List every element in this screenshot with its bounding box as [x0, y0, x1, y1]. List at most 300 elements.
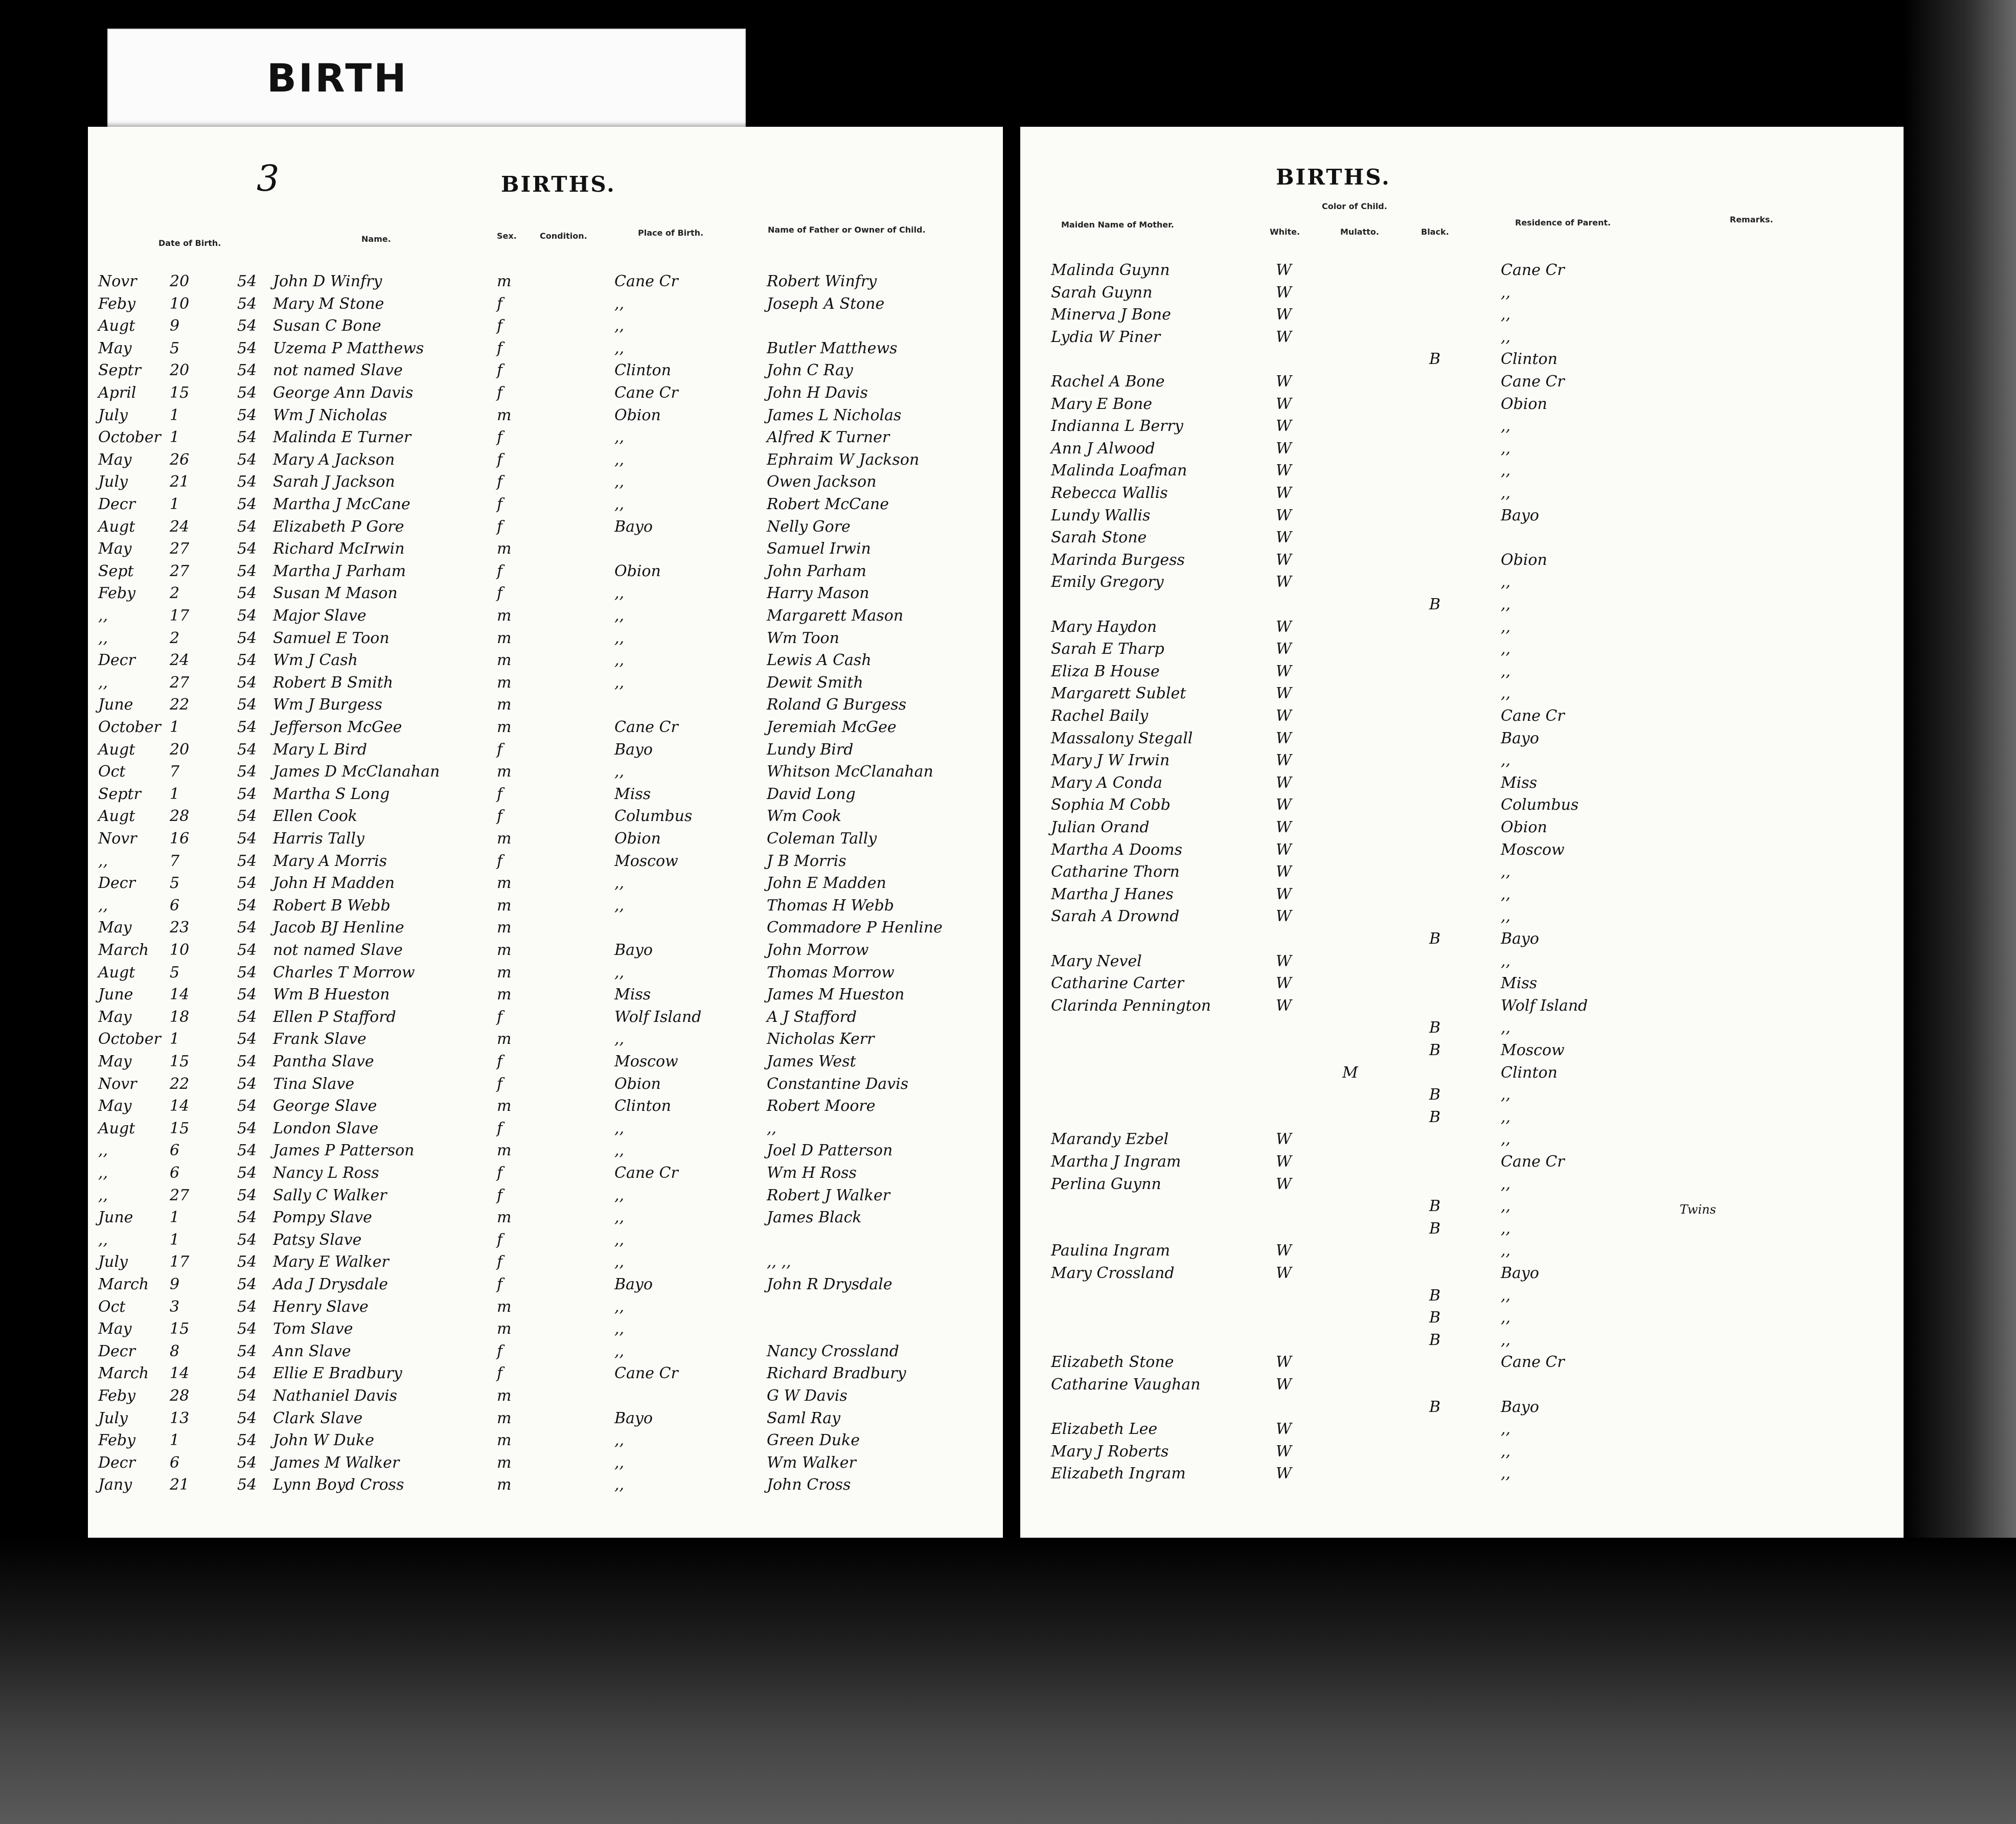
cell-father-or-owner: David Long	[767, 785, 856, 803]
cell-month: Feby	[98, 294, 136, 313]
cell-residence: Bayo	[1501, 506, 1539, 525]
cell-mother-maiden-name: Mary A Conda	[1051, 773, 1163, 792]
cell-month: Oct	[98, 763, 126, 781]
cell-place-of-birth: ,,	[614, 1119, 625, 1137]
cell-day: 9	[170, 1275, 180, 1293]
cell-month: Feby	[98, 1387, 136, 1405]
cell-color-black: B	[1429, 1286, 1441, 1305]
cell-year: 54	[237, 473, 257, 491]
cell-father-or-owner: John Morrow	[767, 941, 869, 959]
cell-child-name: not named Slave	[273, 361, 403, 380]
cell-mother-maiden-name: Minerva J Bone	[1051, 306, 1171, 324]
cell-sex: m	[497, 540, 512, 558]
cell-year: 54	[237, 495, 257, 513]
header-remarks: Remarks.	[1730, 215, 1773, 224]
cell-year: 54	[237, 406, 257, 424]
cell-day: 9	[170, 317, 180, 335]
cell-color-white: W	[1276, 640, 1292, 658]
cell-child-name: Ada J Drysdale	[273, 1275, 388, 1293]
cell-mother-maiden-name: Marinda Burgess	[1051, 551, 1185, 569]
cell-year: 54	[237, 718, 257, 736]
header-mother: Maiden Name of Mother.	[1061, 220, 1174, 230]
cell-day: 14	[170, 1097, 190, 1115]
cell-day: 15	[170, 384, 190, 402]
cell-month: Decr	[98, 1342, 135, 1360]
cell-father-or-owner: Robert Moore	[767, 1097, 876, 1115]
cell-residence: ,,	[1501, 1309, 1511, 1327]
cell-day: 1	[170, 495, 180, 513]
cell-sex: f	[497, 450, 503, 469]
cell-residence: ,,	[1501, 573, 1511, 591]
cell-father-or-owner: Whitson McClanahan	[767, 763, 933, 781]
cell-sex: m	[497, 763, 512, 781]
cell-year: 54	[237, 673, 257, 692]
cell-mother-maiden-name: Mary J W Irwin	[1051, 751, 1170, 770]
cell-sex: m	[497, 896, 512, 915]
cell-month: Augt	[98, 317, 135, 335]
cell-day: 2	[170, 629, 180, 647]
cell-day: 16	[170, 830, 190, 848]
cell-child-name: Elizabeth P Gore	[273, 517, 404, 536]
cell-day: 1	[170, 406, 180, 424]
cell-mother-maiden-name: Sophia M Cobb	[1051, 796, 1171, 814]
cell-color-white: W	[1276, 551, 1292, 569]
cell-color-white: W	[1276, 506, 1292, 525]
cell-month: Augt	[98, 740, 135, 759]
cell-month: ,,	[98, 673, 108, 692]
cell-child-name: George Slave	[273, 1097, 377, 1115]
cell-child-name: Charles T Morrow	[273, 963, 415, 982]
cell-place-of-birth: Bayo	[614, 740, 653, 759]
cell-day: 7	[170, 852, 180, 870]
cell-place-of-birth: ,,	[614, 896, 625, 915]
cell-year: 54	[237, 1142, 257, 1160]
cell-month: Novr	[98, 272, 137, 290]
cell-place-of-birth: ,,	[614, 584, 625, 603]
cell-father-or-owner: Robert McCane	[767, 495, 889, 513]
cell-mother-maiden-name: Martha A Dooms	[1051, 840, 1182, 859]
cell-place-of-birth: Cane Cr	[614, 1364, 678, 1383]
cell-color-black: B	[1429, 1108, 1441, 1126]
cell-sex: m	[497, 406, 512, 424]
cell-day: 5	[170, 339, 180, 357]
cell-color-black: B	[1429, 1219, 1441, 1238]
cell-month: May	[98, 919, 132, 937]
cell-sex: f	[497, 428, 503, 447]
cell-child-name: Wm B Hueston	[273, 986, 390, 1004]
cell-month: Augt	[98, 1119, 135, 1137]
cell-place-of-birth: Miss	[614, 986, 651, 1004]
cell-residence: Bayo	[1501, 1398, 1539, 1416]
cell-color-white: W	[1276, 395, 1292, 413]
cell-day: 6	[170, 896, 180, 915]
cell-mother-maiden-name: Mary J Roberts	[1051, 1442, 1169, 1461]
cell-residence: ,,	[1501, 952, 1511, 970]
cell-month: March	[98, 1364, 149, 1383]
cell-sex: f	[497, 361, 503, 380]
cell-sex: f	[497, 1275, 503, 1293]
cell-sex: m	[497, 1409, 512, 1427]
cell-day: 2	[170, 584, 180, 603]
cell-year: 54	[237, 1431, 257, 1450]
cell-place-of-birth: ,,	[614, 1230, 625, 1249]
cell-year: 54	[237, 1253, 257, 1271]
cell-residence: ,,	[1501, 417, 1511, 436]
cell-month: ,,	[98, 896, 108, 915]
cell-sex: m	[497, 629, 512, 647]
cell-month: June	[98, 696, 133, 714]
cell-month: Decr	[98, 1453, 135, 1472]
cell-year: 54	[237, 384, 257, 402]
cell-color-black: B	[1429, 1398, 1441, 1416]
cell-year: 54	[237, 339, 257, 357]
cell-residence: ,,	[1501, 306, 1511, 324]
cell-father-or-owner: A J Stafford	[767, 1008, 857, 1026]
cell-sex: m	[497, 1431, 512, 1450]
header-name: Name.	[361, 234, 391, 244]
cell-year: 54	[237, 361, 257, 380]
cell-child-name: Mary A Morris	[273, 852, 387, 870]
cell-month: ,,	[98, 1142, 108, 1160]
cell-residence: Cane Cr	[1501, 707, 1565, 725]
cell-year: 54	[237, 785, 257, 803]
cell-place-of-birth: ,,	[614, 495, 625, 513]
cell-mother-maiden-name: Mary Crossland	[1051, 1264, 1175, 1282]
cell-child-name: Wm J Cash	[273, 651, 358, 670]
cell-child-name: Jacob BJ Henline	[273, 919, 404, 937]
cell-place-of-birth: Miss	[614, 785, 651, 803]
cell-residence: Cane Cr	[1501, 1353, 1565, 1372]
header-mulatto: Mulatto.	[1340, 227, 1379, 237]
cell-color-black: B	[1429, 1331, 1441, 1349]
cell-month: ,,	[98, 629, 108, 647]
cell-father-or-owner: Joel D Patterson	[767, 1142, 893, 1160]
cell-father-or-owner: Coleman Tally	[767, 830, 877, 848]
cell-residence: ,,	[1501, 439, 1511, 458]
cell-sex: f	[497, 1253, 503, 1271]
cell-child-name: Frank Slave	[273, 1030, 366, 1048]
cell-year: 54	[237, 1409, 257, 1427]
cell-year: 54	[237, 1476, 257, 1494]
cell-sex: f	[497, 562, 503, 580]
cell-day: 27	[170, 540, 190, 558]
cell-mother-maiden-name: Catharine Thorn	[1051, 863, 1180, 881]
cell-color-white: W	[1276, 1376, 1292, 1394]
cell-month: October	[98, 718, 161, 736]
cell-mother-maiden-name: Rachel A Bone	[1051, 373, 1165, 391]
cell-month: July	[98, 1253, 128, 1271]
cell-color-black: B	[1429, 1197, 1441, 1216]
cell-year: 54	[237, 986, 257, 1004]
cell-child-name: London Slave	[273, 1119, 379, 1137]
page-number: 3	[257, 157, 280, 199]
cell-sex: f	[497, 584, 503, 603]
cell-year: 54	[237, 272, 257, 290]
cell-color-black: B	[1429, 1309, 1441, 1327]
cell-color-white: W	[1276, 818, 1292, 836]
cell-color-white: W	[1276, 373, 1292, 391]
cell-month: July	[98, 406, 128, 424]
cell-father-or-owner: Margarett Mason	[767, 607, 904, 625]
right-page-title: BIRTHS.	[1276, 165, 1391, 190]
cell-year: 54	[237, 651, 257, 670]
header-white: White.	[1270, 227, 1300, 237]
cell-residence: ,,	[1501, 462, 1511, 480]
cell-year: 54	[237, 450, 257, 469]
cell-residence: Cane Cr	[1501, 1153, 1565, 1171]
cell-month: Sept	[98, 562, 134, 580]
cell-sex: m	[497, 830, 512, 848]
cell-father-or-owner: Wm Walker	[767, 1453, 856, 1472]
cell-child-name: Clark Slave	[273, 1409, 363, 1427]
cell-year: 54	[237, 740, 257, 759]
cell-sex: m	[497, 1453, 512, 1472]
cell-month: ,,	[98, 852, 108, 870]
cell-day: 7	[170, 763, 180, 781]
cell-year: 54	[237, 896, 257, 915]
header-place: Place of Birth.	[638, 228, 704, 238]
cell-father-or-owner: John R Drysdale	[767, 1275, 892, 1293]
cell-child-name: John H Madden	[273, 874, 395, 893]
cell-residence: Cane Cr	[1501, 373, 1565, 391]
cell-mother-maiden-name: Lundy Wallis	[1051, 506, 1151, 525]
cell-residence: ,,	[1501, 1175, 1511, 1193]
cell-father-or-owner: Robert Winfry	[767, 272, 877, 290]
cell-father-or-owner: Nancy Crossland	[767, 1342, 899, 1360]
cell-day: 5	[170, 963, 180, 982]
cell-day: 10	[170, 941, 190, 959]
cell-father-or-owner: Robert J Walker	[767, 1186, 890, 1204]
cell-residence: Clinton	[1501, 1063, 1557, 1082]
cell-place-of-birth: ,,	[614, 294, 625, 313]
cell-father-or-owner: Thomas Morrow	[767, 963, 895, 982]
cell-day: 22	[170, 696, 190, 714]
cell-year: 54	[237, 763, 257, 781]
cell-mother-maiden-name: Ann J Alwood	[1051, 439, 1155, 458]
cell-sex: m	[497, 651, 512, 670]
cell-color-black: B	[1429, 1041, 1441, 1059]
cell-month: May	[98, 339, 132, 357]
cell-day: 8	[170, 1342, 180, 1360]
cell-place-of-birth: ,,	[614, 963, 625, 982]
cell-father-or-owner: Butler Matthews	[767, 339, 898, 357]
cell-day: 27	[170, 673, 190, 692]
cell-color-white: W	[1276, 1242, 1292, 1260]
cell-place-of-birth: ,,	[614, 874, 625, 893]
cell-sex: m	[497, 1097, 512, 1115]
cell-residence: Bayo	[1501, 930, 1539, 948]
cell-father-or-owner: Harry Mason	[767, 584, 869, 603]
header-residence: Residence of Parent.	[1515, 218, 1611, 227]
cell-father-or-owner: Wm Toon	[767, 629, 839, 647]
cell-color-black: B	[1429, 930, 1441, 948]
cell-child-name: Jefferson McGee	[273, 718, 402, 736]
cell-day: 27	[170, 1186, 190, 1204]
cell-residence: ,,	[1501, 863, 1511, 881]
cell-child-name: Nathaniel Davis	[273, 1387, 398, 1405]
cell-residence: ,,	[1501, 1442, 1511, 1461]
cell-sex: f	[497, 1164, 503, 1182]
cell-residence: ,,	[1501, 1286, 1511, 1305]
cell-place-of-birth: Cane Cr	[614, 272, 678, 290]
cell-day: 1	[170, 1230, 180, 1249]
cell-sex: m	[497, 963, 512, 982]
cell-child-name: Pompy Slave	[273, 1209, 372, 1227]
cell-residence: ,,	[1501, 1331, 1511, 1349]
cell-day: 15	[170, 1320, 190, 1338]
cell-father-or-owner: Alfred K Turner	[767, 428, 890, 447]
cell-sex: f	[497, 384, 503, 402]
cell-mother-maiden-name: Martha J Ingram	[1051, 1153, 1181, 1171]
cell-day: 17	[170, 1253, 190, 1271]
cell-residence: ,,	[1501, 907, 1511, 926]
cell-mother-maiden-name: Elizabeth Lee	[1051, 1420, 1158, 1439]
cell-month: Decr	[98, 874, 135, 893]
cell-sex: f	[497, 1230, 503, 1249]
cell-sex: f	[497, 317, 503, 335]
cell-child-name: Wm J Burgess	[273, 696, 382, 714]
cell-residence: Obion	[1501, 551, 1547, 569]
cell-residence: Miss	[1501, 773, 1538, 792]
cell-place-of-birth: ,,	[614, 450, 625, 469]
cell-mother-maiden-name: Indianna L Berry	[1051, 417, 1183, 436]
left-page-title: BIRTHS.	[501, 172, 616, 197]
cell-day: 27	[170, 562, 190, 580]
cell-color-white: W	[1276, 863, 1292, 881]
cell-father-or-owner: John H Davis	[767, 384, 868, 402]
cell-child-name: Malinda E Turner	[273, 428, 411, 447]
cell-child-name: Nancy L Ross	[273, 1164, 379, 1182]
cell-color-white: W	[1276, 1465, 1292, 1483]
cell-place-of-birth: ,,	[614, 763, 625, 781]
cell-residence: Bayo	[1501, 1264, 1539, 1282]
cell-residence: ,,	[1501, 328, 1511, 346]
cell-day: 6	[170, 1142, 180, 1160]
cell-child-name: Lynn Boyd Cross	[273, 1476, 404, 1494]
cell-place-of-birth: Bayo	[614, 1275, 653, 1293]
header-black: Black.	[1421, 227, 1449, 237]
cell-color-white: W	[1276, 974, 1292, 993]
cell-mother-maiden-name: Elizabeth Stone	[1051, 1353, 1174, 1372]
cell-year: 54	[237, 1186, 257, 1204]
cell-year: 54	[237, 584, 257, 603]
cell-color-white: W	[1276, 1153, 1292, 1171]
cell-child-name: Robert B Smith	[273, 673, 394, 692]
cell-place-of-birth: ,,	[614, 1453, 625, 1472]
cell-color-white: W	[1276, 662, 1292, 680]
cell-child-name: Ann Slave	[273, 1342, 351, 1360]
cell-mother-maiden-name: Eliza B House	[1051, 662, 1160, 680]
cell-year: 54	[237, 1119, 257, 1137]
cell-month: Feby	[98, 584, 136, 603]
cell-father-or-owner: Samuel Irwin	[767, 540, 871, 558]
cell-sex: m	[497, 1297, 512, 1316]
cell-sex: m	[497, 1030, 512, 1048]
cell-year: 54	[237, 963, 257, 982]
cell-child-name: James D McClanahan	[273, 763, 440, 781]
cell-child-name: James M Walker	[273, 1453, 400, 1472]
cell-father-or-owner: Nelly Gore	[767, 517, 851, 536]
cell-sex: f	[497, 1075, 503, 1093]
cell-place-of-birth: Wolf Island	[614, 1008, 702, 1026]
cell-color-white: W	[1276, 907, 1292, 926]
cell-father-or-owner: Joseph A Stone	[767, 294, 885, 313]
cell-mother-maiden-name: Martha J Hanes	[1051, 885, 1174, 903]
cell-color-white: W	[1276, 1353, 1292, 1372]
cell-residence: ,,	[1501, 484, 1511, 502]
cell-place-of-birth: Obion	[614, 562, 661, 580]
cell-mother-maiden-name: Emily Gregory	[1051, 573, 1164, 591]
cell-sex: f	[497, 807, 503, 826]
cell-color-white: W	[1276, 1130, 1292, 1149]
cell-day: 6	[170, 1164, 180, 1182]
cell-place-of-birth: Bayo	[614, 517, 653, 536]
cell-month: March	[98, 941, 149, 959]
cell-month: Feby	[98, 1431, 136, 1450]
cell-color-black: B	[1429, 596, 1441, 613]
cell-color-white: W	[1276, 996, 1292, 1015]
cell-father-or-owner: Nicholas Kerr	[767, 1030, 875, 1048]
twins-remark: Twins	[1680, 1202, 1716, 1217]
cell-year: 54	[237, 1075, 257, 1093]
cell-mother-maiden-name: Mary Nevel	[1051, 952, 1142, 970]
cell-day: 18	[170, 1008, 190, 1026]
cell-day: 24	[170, 651, 190, 670]
cell-child-name: Mary M Stone	[273, 294, 384, 313]
cell-year: 54	[237, 1275, 257, 1293]
cell-child-name: Ellie E Bradbury	[273, 1364, 402, 1383]
cell-place-of-birth: Cane Cr	[614, 384, 678, 402]
cell-month: July	[98, 1409, 128, 1427]
cell-year: 54	[237, 696, 257, 714]
cell-mother-maiden-name: Lydia W Piner	[1051, 328, 1161, 346]
cell-sex: f	[497, 1342, 503, 1360]
cell-residence: ,,	[1501, 1019, 1511, 1037]
cell-sex: m	[497, 1209, 512, 1227]
cell-place-of-birth: ,,	[614, 1253, 625, 1271]
cell-sex: f	[497, 495, 503, 513]
cell-mother-maiden-name: Malinda Loafman	[1051, 462, 1187, 480]
cell-color-white: W	[1276, 729, 1292, 747]
cell-color-white: W	[1276, 529, 1292, 547]
cell-place-of-birth: ,,	[614, 1030, 625, 1048]
cell-mother-maiden-name: Sarah Guynn	[1051, 283, 1153, 302]
cell-residence: ,,	[1501, 1108, 1511, 1126]
cell-father-or-owner: Lundy Bird	[767, 740, 854, 759]
cell-child-name: Ellen P Stafford	[273, 1008, 396, 1026]
cell-residence: ,,	[1501, 662, 1511, 680]
cell-color-white: W	[1276, 1175, 1292, 1193]
cell-father-or-owner: John C Ray	[767, 361, 853, 380]
cell-place-of-birth: ,,	[614, 1431, 625, 1450]
cell-month: Septr	[98, 785, 141, 803]
cell-month: Novr	[98, 1075, 137, 1093]
cell-child-name: not named Slave	[273, 941, 403, 959]
cell-residence: ,,	[1501, 685, 1511, 703]
cell-year: 54	[237, 517, 257, 536]
cell-month: Augt	[98, 517, 135, 536]
cell-day: 10	[170, 294, 190, 313]
cell-sex: f	[497, 517, 503, 536]
cell-child-name: Tom Slave	[273, 1320, 353, 1338]
cell-color-black: M	[1342, 1063, 1358, 1082]
cell-mother-maiden-name: Massalony Stegall	[1051, 729, 1193, 747]
cell-place-of-birth: ,,	[614, 1476, 625, 1494]
cell-color-white: W	[1276, 462, 1292, 480]
cell-child-name: John W Duke	[273, 1431, 374, 1450]
cell-sex: f	[497, 1186, 503, 1204]
cell-month: May	[98, 1053, 132, 1070]
